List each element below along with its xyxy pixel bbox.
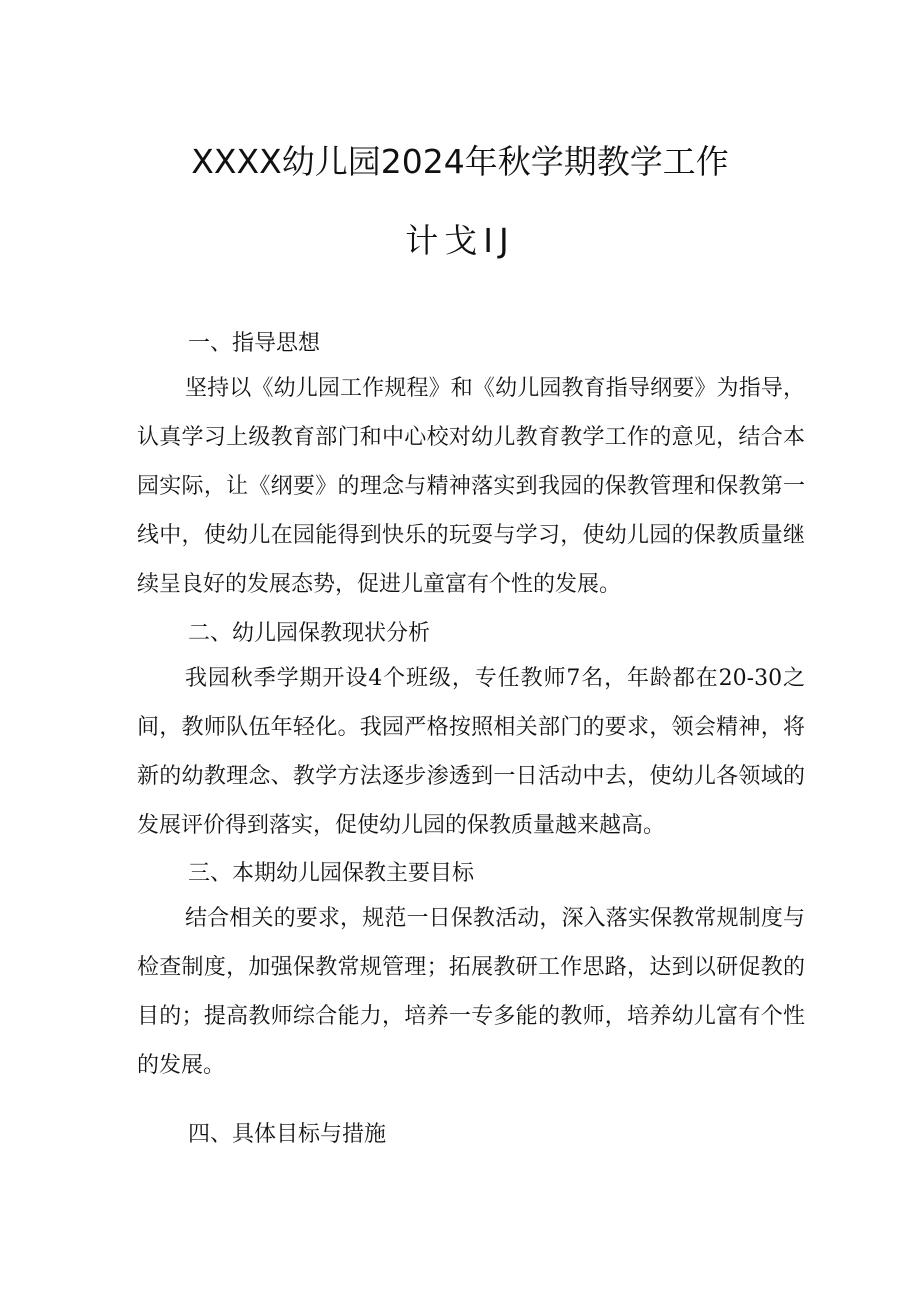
document-title-line2: 计戈IJ <box>405 221 515 260</box>
section-heading-specific-goals: 四、具体目标与措施 <box>188 1122 387 1147</box>
section-body-status-analysis: 我园秋季学期开设4个班级，专任教师7名，年龄都在20-30之间，教师队伍年轻化。我园严格按照相关部门的要求，领会精神，将新的幼教理念、教学方法逐步渗透到一日活动中去，使幼儿各领域的发展评价得到落实，促使幼儿园的保教质量越来越高。 <box>137 666 805 838</box>
section-body-main-goals: 结合相关的要求，规范一日保教活动，深入落实保教常规制度与检查制度，加强保教常规管理；拓展教研工作思路，达到以研促教的目的；提高教师综合能力，培养一专多能的教师，培养幼儿富有个性的发展。 <box>137 906 805 1078</box>
section-heading-guiding-ideology: 一、指导思想 <box>188 331 321 356</box>
document-title-line1: XXXX幼儿园2024年秋学期教学工作 <box>191 142 729 181</box>
section-heading-main-goals: 三、本期幼儿园保教主要目标 <box>188 861 475 886</box>
section-heading-status-analysis: 二、幼儿园保教现状分析 <box>188 621 431 646</box>
section-body-guiding-ideology: 坚持以《幼儿园工作规程》和《幼儿园教育指导纲要》为指导，认真学习上级教育部门和中心校对幼儿教育教学工作的意见，结合本园实际，让《纲要》的理念与精神落实到我园的保教管理和保教第一线中，使幼儿在园能得到快乐的玩耍与学习，使幼儿园的保教质量继续呈良好的发展态势，促进儿童富有个性的发展。 <box>137 376 805 597</box>
